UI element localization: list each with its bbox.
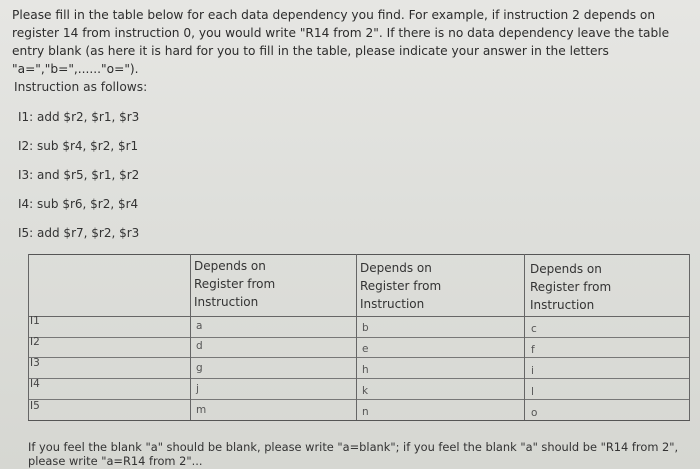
row-label: I1	[30, 315, 40, 327]
column-header: Depends on Register from Instruction	[194, 259, 276, 309]
row-label: I3	[30, 357, 40, 369]
answer-cell[interactable]: e	[362, 343, 369, 355]
row-label: I2	[30, 336, 40, 348]
table-row-divider	[28, 399, 690, 400]
answer-cell[interactable]: m	[196, 404, 207, 416]
row-label: I5	[30, 400, 40, 412]
answer-cell[interactable]: d	[196, 340, 203, 352]
table-border-right	[689, 254, 690, 420]
table-column-divider	[190, 254, 191, 420]
instruction-line: I3: and $r5, $r1, $r2	[18, 168, 140, 182]
instruction-line: I2: sub $r4, $r2, $r1	[18, 139, 139, 153]
table-border-bottom	[28, 420, 690, 421]
answer-cell[interactable]: h	[362, 364, 369, 376]
answer-cell[interactable]: j	[196, 383, 199, 395]
instruction-line: I1: add $r2, $r1, $r3	[18, 110, 140, 124]
table-row-divider	[28, 316, 690, 317]
answer-cell[interactable]: k	[362, 385, 369, 397]
answer-cell[interactable]: i	[531, 365, 534, 377]
answer-cell[interactable]: f	[531, 344, 535, 356]
table-column-divider	[524, 254, 525, 420]
answer-cell[interactable]: g	[196, 362, 203, 374]
table-row-divider	[28, 378, 690, 379]
table-border-top	[28, 254, 690, 255]
instruction-line: I5: add $r7, $r2, $r3	[18, 226, 140, 240]
answer-cell[interactable]: l	[531, 386, 534, 398]
footnote: If you feel the blank "a" should be blank, please write "a=blank"; if you feel the blank "a" should be "R14 from 2", please write "a=R14 from 2"...	[28, 440, 679, 468]
intro-paragraph: Please fill in the table below for each data dependency you find. For example, if instruction 2 depends on register 14 from instruction 0, you would write "R14 from 2". If there is no data dependency leave the table entry blank (as here it is hard for you to fill in the table, please indicate your answer in the letters "a=","b=",......"o=").	[12, 8, 670, 76]
table-column-divider	[356, 254, 357, 420]
answer-cell[interactable]: o	[531, 407, 538, 419]
table-row-divider	[28, 357, 690, 358]
answer-cell[interactable]: a	[196, 320, 203, 332]
instructions-heading: Instruction as follows:	[14, 80, 148, 94]
answer-cell[interactable]: n	[362, 406, 369, 418]
column-header: Depends on Register from Instruction	[360, 261, 442, 311]
answer-cell[interactable]: b	[362, 322, 369, 334]
table-row-divider	[28, 337, 690, 338]
answer-cell[interactable]: c	[531, 323, 537, 335]
table-border-left	[28, 254, 29, 420]
column-header: Depends on Register from Instruction	[530, 262, 612, 312]
instruction-line: I4: sub $r6, $r2, $r4	[18, 197, 139, 211]
row-label: I4	[30, 378, 40, 390]
